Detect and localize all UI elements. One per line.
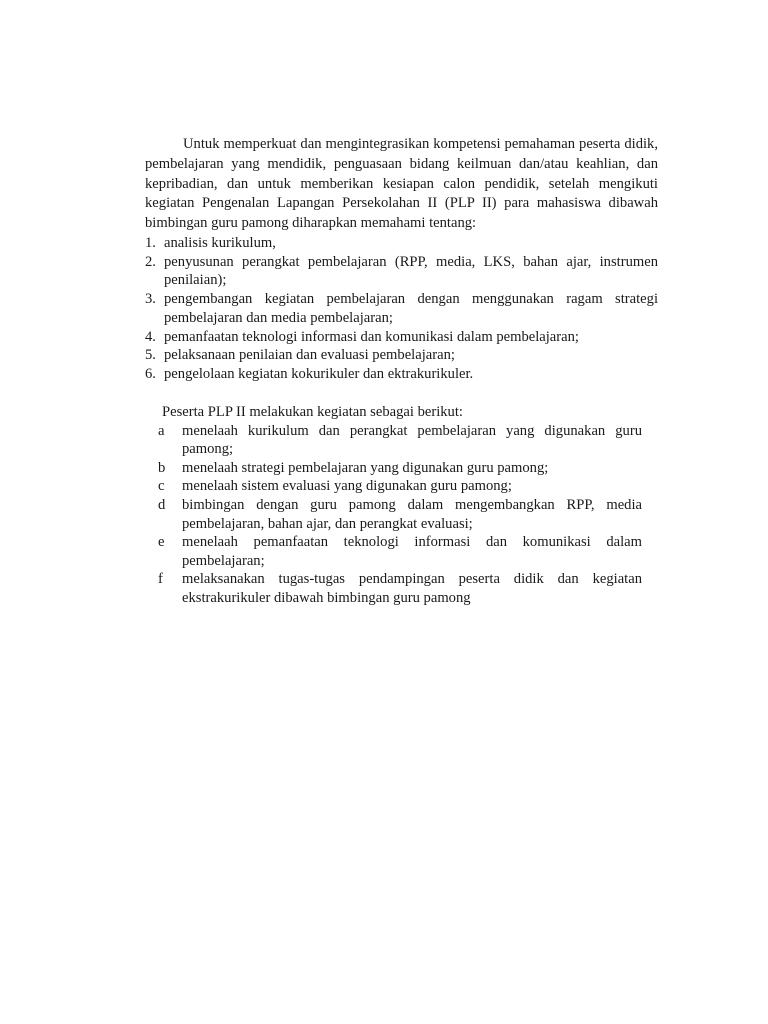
list-item: [145, 459, 642, 478]
list-number: 5.: [145, 347, 156, 364]
list-item: [145, 328, 658, 347]
list-item: [145, 477, 642, 496]
list-item: [145, 496, 642, 533]
list-item: [145, 422, 642, 459]
list-item: [145, 290, 658, 327]
list-letter: e: [158, 534, 165, 551]
list-item-text: melaksanakan tugas-tugas pendampingan peserta didik dan kegiatan ekstrakurikuler dibawah bimbingan guru pamong: [182, 571, 642, 606]
list-number: 2.: [145, 253, 156, 270]
section-spacer: [145, 384, 658, 403]
activities-list: [145, 422, 642, 608]
list-item-text: pengembangan kegiatan pembelajaran dengan menggunakan ragam strategi pembelajaran dan media pembelajaran;: [164, 291, 658, 326]
list-item-text: menelaah kurikulum dan perangkat pembelajaran yang digunakan guru pamong;: [182, 422, 642, 458]
list-item-text: penyusunan perangkat pembelajaran (RPP, media, LKS, bahan ajar, instrumen penilaian);: [164, 253, 658, 289]
list-item: [145, 253, 658, 290]
list-item-text: menelaah pemanfaatan teknologi informasi dan komunikasi dalam pembelajaran;: [182, 534, 642, 569]
list-letter: f: [158, 571, 163, 588]
list-number: 4.: [145, 328, 156, 345]
list-item: [145, 234, 658, 253]
list-item-text: pemanfaatan teknologi informasi dan komunikasi dalam pembelajaran;: [164, 328, 579, 345]
list-item: [145, 533, 642, 570]
list-letter: b: [158, 459, 166, 476]
list-letter: d: [158, 496, 166, 513]
document-page: [145, 135, 658, 608]
list-item-text: pelaksanaan penilaian dan evaluasi pembelajaran;: [164, 347, 455, 364]
intro-paragraph: Untuk memperkuat dan mengintegrasikan kompetensi pemahaman peserta didik, pembelajaran yang mendidik, penguasaan bidang keilmuan dan/atau keahlian, dan kepribadian, dan untuk memberikan kesiapan calon pendidik, setelah mengikuti kegiatan Pengenalan Lapangan Persekolahan II (PLP II) para mahasiswa dibawah bimbingan guru pamong diharapkan memahami tentang:: [145, 136, 658, 232]
list-item: [145, 365, 658, 384]
list-number: 1.: [145, 234, 156, 251]
activities-lead: Peserta PLP II melakukan kegiatan sebagai berikut:: [162, 403, 463, 420]
list-item: [145, 346, 658, 365]
list-item-text: bimbingan dengan guru pamong dalam mengembangkan RPP, media pembelajaran, bahan ajar, dan perangkat evaluasi;: [182, 496, 642, 532]
list-letter: c: [158, 478, 165, 495]
list-item: [145, 570, 642, 607]
list-item-text: analisis kurikulum,: [164, 234, 276, 251]
list-number: 6.: [145, 365, 156, 382]
list-item-text: menelaah sistem evaluasi yang digunakan guru pamong;: [182, 478, 512, 495]
list-letter: a: [158, 422, 165, 439]
competency-list: [145, 234, 658, 384]
list-number: 3.: [145, 291, 156, 308]
list-item-text: pengelolaan kegiatan kokurikuler dan ektrakurikuler.: [164, 365, 474, 382]
list-item-text: menelaah strategi pembelajaran yang digunakan guru pamong;: [182, 459, 549, 476]
